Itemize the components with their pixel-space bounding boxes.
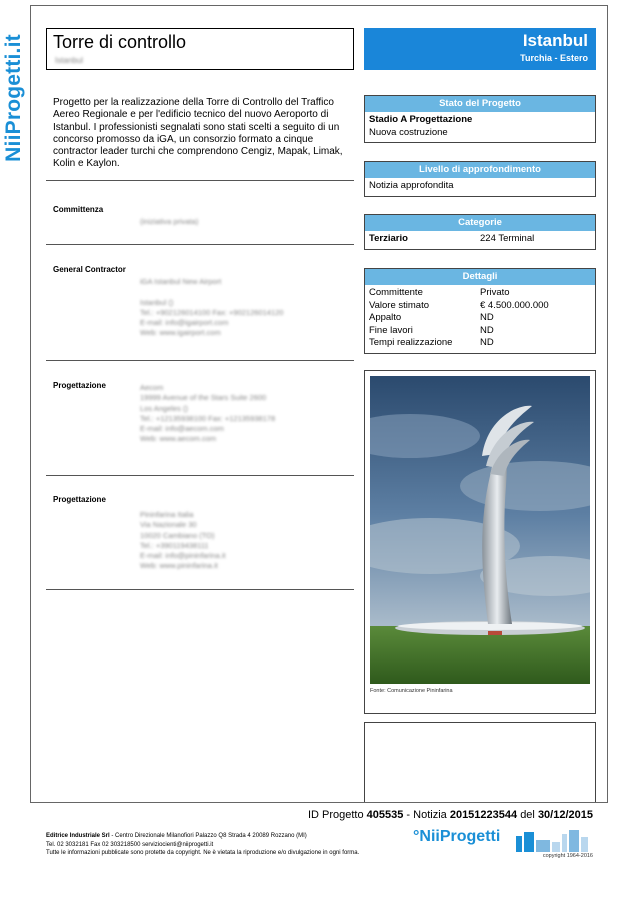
section-line: Via Nazionale 30 bbox=[140, 520, 197, 530]
section-heading: General Contractor bbox=[53, 265, 126, 274]
brand-text: °NiiProgetti bbox=[413, 828, 501, 845]
detail-key: Fine lavori bbox=[369, 324, 413, 336]
section-body bbox=[140, 510, 226, 572]
panel-livello bbox=[364, 161, 596, 197]
category-key: Terziario bbox=[369, 233, 408, 244]
section-progettazione-pininfarina bbox=[53, 495, 353, 571]
notizia-date: 30/12/2015 bbox=[537, 809, 593, 821]
project-location: Istanbul bbox=[55, 56, 84, 65]
section-line: (iniziativa privata) bbox=[140, 217, 199, 226]
section-progettazione-aecom bbox=[53, 381, 353, 444]
del-label: del bbox=[520, 809, 535, 821]
section-line: iGA Istanbul New Airport bbox=[140, 277, 222, 286]
notizia-id: 20151223544 bbox=[449, 809, 518, 821]
country-name: Turchia - Estero bbox=[520, 53, 588, 63]
panel-stato-progetto bbox=[364, 95, 596, 143]
panel-header: Stato del Progetto bbox=[365, 96, 595, 112]
divider bbox=[46, 244, 354, 245]
project-title: Torre di controllo bbox=[53, 32, 187, 52]
section-heading: Committenza bbox=[53, 205, 104, 214]
detail-key: Appalto bbox=[369, 312, 402, 323]
detail-value: ND bbox=[480, 312, 494, 323]
id-line bbox=[308, 809, 593, 821]
livello-value: Notizia approfondita bbox=[369, 180, 454, 191]
divider bbox=[46, 180, 354, 181]
detail-value: € 4.500.000.000 bbox=[480, 299, 549, 311]
photo-credit: Fonte: Comunicazione Pininfarina bbox=[370, 688, 453, 694]
divider bbox=[46, 475, 354, 476]
id-label: ID Progetto bbox=[307, 809, 364, 821]
section-body bbox=[140, 383, 275, 445]
side-logo bbox=[0, 28, 28, 168]
city-name: Istanbul bbox=[522, 31, 588, 50]
section-line: Istanbul () bbox=[140, 297, 174, 307]
detail-row bbox=[369, 337, 591, 350]
section-line: Tel.: +902126014100 Fax: +902126014120 bbox=[140, 307, 284, 317]
project-id: 405535 bbox=[366, 809, 404, 821]
footer-company: Editrice Industriale Srl bbox=[46, 833, 110, 839]
divider bbox=[46, 360, 354, 361]
section-line: E-mail: info@pininfarina.it bbox=[140, 551, 226, 561]
footer-address: - Centro Direzionale Milanofiori Palazzo Q8 Strada 4 20089 Rozzano (MI) bbox=[109, 833, 307, 839]
panel-body bbox=[365, 112, 595, 141]
section-line: Tel.: +390119438111 bbox=[140, 540, 209, 550]
city-box bbox=[364, 28, 596, 70]
empty-box bbox=[364, 722, 596, 802]
footer-contacts: Tel. 02 3032181 Fax 02 303218500 serviziocienti@niiprogetti.it bbox=[46, 841, 214, 848]
panel-header: Livello di approfondimento bbox=[365, 162, 595, 178]
section-line: Web: www.aecom.com bbox=[140, 434, 217, 444]
photo-box bbox=[364, 370, 596, 714]
section-line: Web: www.pininfarina.it bbox=[140, 561, 218, 571]
section-line: 10020 Cambiano (TO) bbox=[140, 530, 215, 540]
notizia-label: - Notizia bbox=[406, 809, 447, 821]
section-line: Tel.: +12135938100 Fax: +12135938178 bbox=[140, 413, 276, 423]
detail-value: ND bbox=[480, 337, 494, 348]
section-line: Web: www.igairport.com bbox=[140, 328, 221, 338]
section-body bbox=[140, 277, 283, 339]
project-description: Progetto per la realizzazione della Torre di Controllo del Traffico Aereo Regionale e per l'edificio tecnico del nuovo Aeroporto di Istanbul. I professionisti segnalati sono stati scelti a seguito di un concorso promosso da iGA, un consorzio formato a cinque contractor leader turchi che comprendono Cengiz, Mapak, Limak, Kolin e Kaylon. bbox=[53, 97, 343, 170]
section-general-contractor bbox=[53, 265, 353, 338]
detail-value: Privato bbox=[480, 287, 510, 298]
project-stage: Stadio A Progettazione bbox=[369, 114, 473, 125]
category-value: 224 Terminal bbox=[480, 233, 535, 244]
detail-row bbox=[369, 287, 591, 300]
panel-body bbox=[365, 178, 595, 195]
panel-dettagli bbox=[364, 268, 596, 354]
tower-rendering-image bbox=[370, 376, 590, 684]
detail-row bbox=[369, 300, 591, 313]
panel-body bbox=[365, 285, 595, 352]
section-spacer bbox=[140, 287, 283, 297]
brand-logo bbox=[413, 828, 595, 852]
section-line: Los Angeles () bbox=[140, 403, 188, 413]
section-heading: Progettazione bbox=[53, 495, 106, 504]
section-line: Pininfarina Italia bbox=[140, 510, 194, 519]
panel-body bbox=[365, 231, 595, 248]
section-line: 19999 Avenue of the Stars Suite 2600 bbox=[140, 393, 267, 403]
footer-disclaimer: Tutte le informazioni pubblicate sono protette da copyright. Ne è vietata la riproduzione e/o divulgazione in ogni forma. bbox=[46, 850, 360, 856]
side-logo-text: NiiProgetti.it bbox=[2, 34, 25, 162]
detail-key: Valore stimato bbox=[369, 299, 430, 311]
section-body bbox=[140, 217, 198, 227]
section-committenza bbox=[53, 205, 353, 226]
panel-categorie bbox=[364, 214, 596, 250]
detail-key: Committente bbox=[369, 287, 423, 298]
divider bbox=[46, 589, 354, 590]
detail-key: Tempi realizzazione bbox=[369, 337, 453, 348]
title-box bbox=[46, 28, 354, 70]
project-type: Nuova costruzione bbox=[369, 126, 448, 138]
footer bbox=[46, 832, 359, 858]
section-line: Aecom bbox=[140, 383, 164, 392]
city-skyline-icon bbox=[516, 828, 596, 852]
panel-header: Dettagli bbox=[365, 269, 595, 285]
detail-value: ND bbox=[480, 324, 494, 336]
section-line: E-mail: info@aecom.com bbox=[140, 424, 224, 434]
copyright: copyright 1964-2016 bbox=[542, 853, 593, 859]
detail-row bbox=[369, 312, 591, 325]
detail-row bbox=[369, 325, 591, 338]
section-line: E-mail: info@igairport.com bbox=[140, 318, 229, 328]
panel-header: Categorie bbox=[365, 215, 595, 231]
section-heading: Progettazione bbox=[53, 381, 106, 390]
